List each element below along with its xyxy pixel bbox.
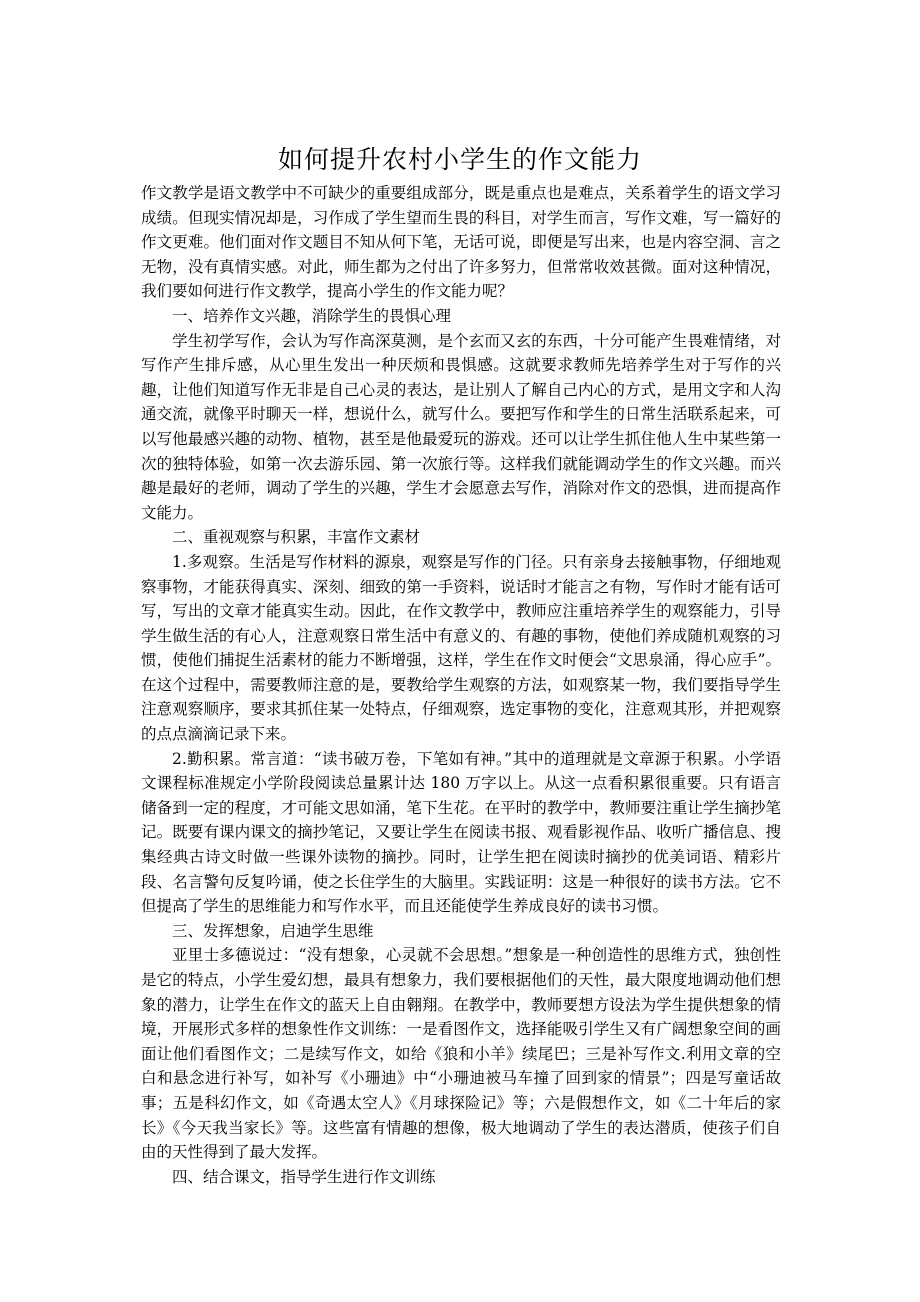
paragraph: 2.勤积累。常言道：“读书破万卷，下笔如有神。”其中的道理就是文章源于积累。小学语文课程标准规定小学阶段阅读总量累计达 180 万字以上。从这一点看积累很重要。只有语言储备到一定的程度，才可能文思如涌，笔下生花。在平时的教学中，教师要注重让学生摘抄笔记。既要有课内课文的摘抄笔记，又要让学生在阅读书报、观看影视作品、收听广播信息、搜集经典古诗文时做一些课外读物的摘抄。同时，让学生把在阅读时摘抄的优美词语、精彩片段、名言警句反复吟诵，使之长住学生的大脑里。实践证明：这是一种很好的读书方法。它不但提高了学生的思维能力和写作水平，而且还能使学生养成良好的读书习惯。 bbox=[141, 749, 781, 916]
paragraph: 三、发挥想象，启迪学生思维 bbox=[172, 921, 374, 940]
paragraph: 学生初学写作，会认为写作高深莫测，是个玄而又玄的东西，十分可能产生畏难情绪，对写作产生排斥感，从心里生发出一种厌烦和畏惧感。这就要求教师先培养学生对于写作的兴趣，让他们知道写作无非是自己心灵的表达，是让别人了解自己内心的方式，是用文字和人沟通交流，就像平时聊天一样，想说什么，就写什么。要把写作和学生的日常生活联系起来，可以写他最感兴趣的动物、植物，甚至是他最爱玩的游戏。还可以让学生抓住他人生中某些第一次的独特体验，如第一次去游乐园、第一次旅行等。这样我们就能调动学生的作文兴趣。而兴趣是最好的老师，调动了学生的兴趣，学生才会愿意去写作，消除对作文的恐惧，进而提高作文能力。 bbox=[141, 331, 781, 522]
paragraph: 二、重视观察与积累，丰富作文素材 bbox=[172, 528, 421, 547]
paragraph: 1.多观察。生活是写作材料的源泉，观察是写作的门径。只有亲身去接触事物，仔细地观察事物，才能获得真实、深刻、细致的第一手资料，说话时才能言之有物，写作时才能有话可写，写出的文章才能真实生动。因此，在作文教学中，教师应注重培养学生的观察能力，引导学生做生活的有心人，注意观察日常生活中有意义的、有趣的事物，使他们养成随机观察的习惯，使他们捕捉生活素材的能力不断增强，这样，学生在作文时便会“文思泉涌，得心应手”。在这个过程中，需要教师注意的是，要教给学生观察的方法，如观察某一物，我们要指导学生注意观察顺序，要求其抓住某一处特点，仔细观察，选定事物的变化，注意观其形，并把观察的点点滴滴记录下来。 bbox=[141, 552, 781, 744]
paragraph: 亚里士多德说过：“没有想象，心灵就不会思想。”想象是一种创造性的思维方式，独创性是它的特点，小学生爱幻想，最具有想象力，我们要根据他们的天性，最大限度地调动他们想象的潜力，让学生在作文的蓝天上自由翱翔。在教学中，教师要想方设法为学生提供想象的情境，开展形式多样的想象性作文训练：一是看图作文，选择能吸引学生又有广阔想象空间的画面让他们看图作文；二是续写作文，如给《狼和小羊》续尾巴；三是补写作文.利用文章的空白和悬念进行补写，如补写《小珊迪》中“小珊迪被马车撞了回到家的情景”；四是写童话故事；五是科幻作文，如《奇遇太空人》《月球探险记》等；六是假想作文，如《二十年后的家长》《今天我当家长》等。这些富有情趣的想像，极大地调动了学生的表达潜质，使孩子们自由的天性得到了最大发挥。 bbox=[141, 946, 781, 1162]
document-body bbox=[141, 181, 781, 1189]
paragraph: 一、培养作文兴趣，消除学生的畏惧心理 bbox=[172, 306, 452, 325]
paragraph: 四、结合课文，指导学生进行作文训练 bbox=[172, 1167, 436, 1186]
document-title: 如何提升农村小学生的作文能力 bbox=[277, 145, 642, 174]
paragraph: 作文教学是语文教学中不可缺少的重要组成部分，既是重点也是难点，关系着学生的语文学习成绩。但现实情况却是，习作成了学生望而生畏的科目，对学生而言，写作文难，写一篇好的作文更难。他们面对作文题目不知从何下笔，无话可说，即便是写出来，也是内容空洞、言之无物，没有真情实感。对此，师生都为之付出了许多努力，但常常收效甚微。面对这种情况，我们要如何进行作文教学，提高小学生的作文能力呢？ bbox=[141, 184, 781, 301]
